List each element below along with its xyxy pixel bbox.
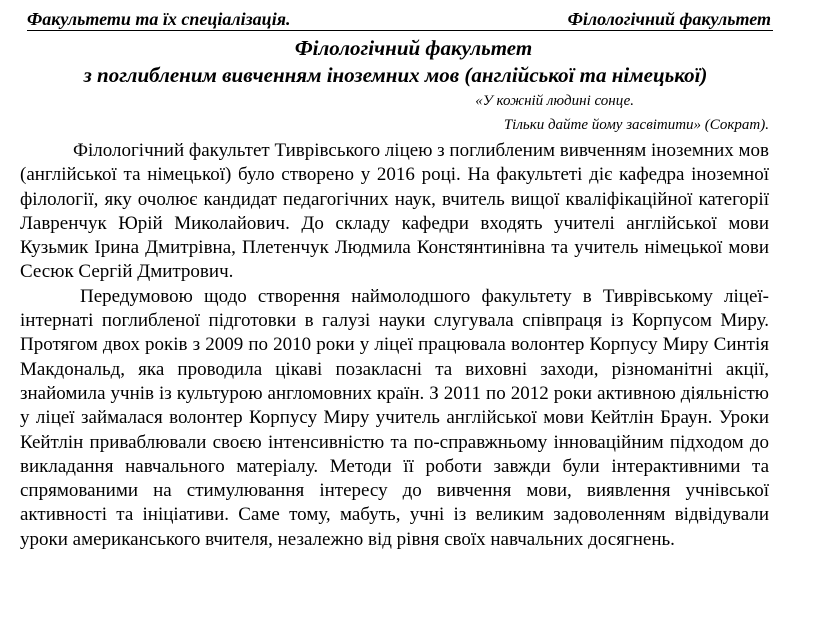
running-header [27,8,773,31]
paragraph-2: Передумовою щодо створення наймолодшого факультету в Тиврівському ліцеї-інтернаті поглибленої підготовки в галузі науки слугувала співпраця із Корпусом Миру. Протягом двох років з 2009 по 2010 роки у ліцеї працювала волонтер Корпусу Миру Синтія Макдональд, яка проводила цікаві позакласні та виховні заходи, різноманітні акції, знайомила учнів із культурою англомовних країн. З 2011 по 2012 роки активною діяльністю у ліцеї займалася волонтер Корпусу Миру учитель англійської мови Кейтлін Браун. Уроки Кейтлін приваблювали своєю інтенсивністю та по-справжньому інноваційним підходом до викладання навчального матеріалу. Методи її роботи завжди були інтерактивними та спрямованими на стимулювання інтересу до вивчення мови, виявлення учнівської активності та ініціативи. Саме тому, мабуть, учні із великим задоволенням відвідували уроки американського вчителя, незалежно від рівня своїх навчальних досягнень. [20,285,769,550]
paragraph-1: Філологічний факультет Тиврівського ліцею з поглибленим вивченням іноземних мов (англійської та німецької) було створено у 2016 році. На факультеті діє кафедра іноземної філології, яку очолює кандидат педагогічних наук, вчитель вищої кваліфікаційної категорії Лавренчук Юрій Миколайович. До складу кафедри входять учителі англійської мови Кузьмик Ірина Дмитрівна, Плетенчук Людмила Констянтинівна та учитель німецької мови Сесюк Сергій Дмитрович. [20,140,769,283]
body-text [20,139,769,552]
epigraph-line-1: «У кожній людині сонце. [475,93,634,109]
page-title: Філологічний факультет [294,36,533,60]
header-faculty-name: Філологічний факультет [567,9,771,29]
page-subtitle: з поглибленим вивченням іноземних мов (англійської та німецької) [83,63,708,87]
header-section-title: Факультети та їх спеціалізація. [27,9,291,29]
epigraph-line-2: Тільки дайте йому засвітити» (Сократ). [503,117,769,133]
